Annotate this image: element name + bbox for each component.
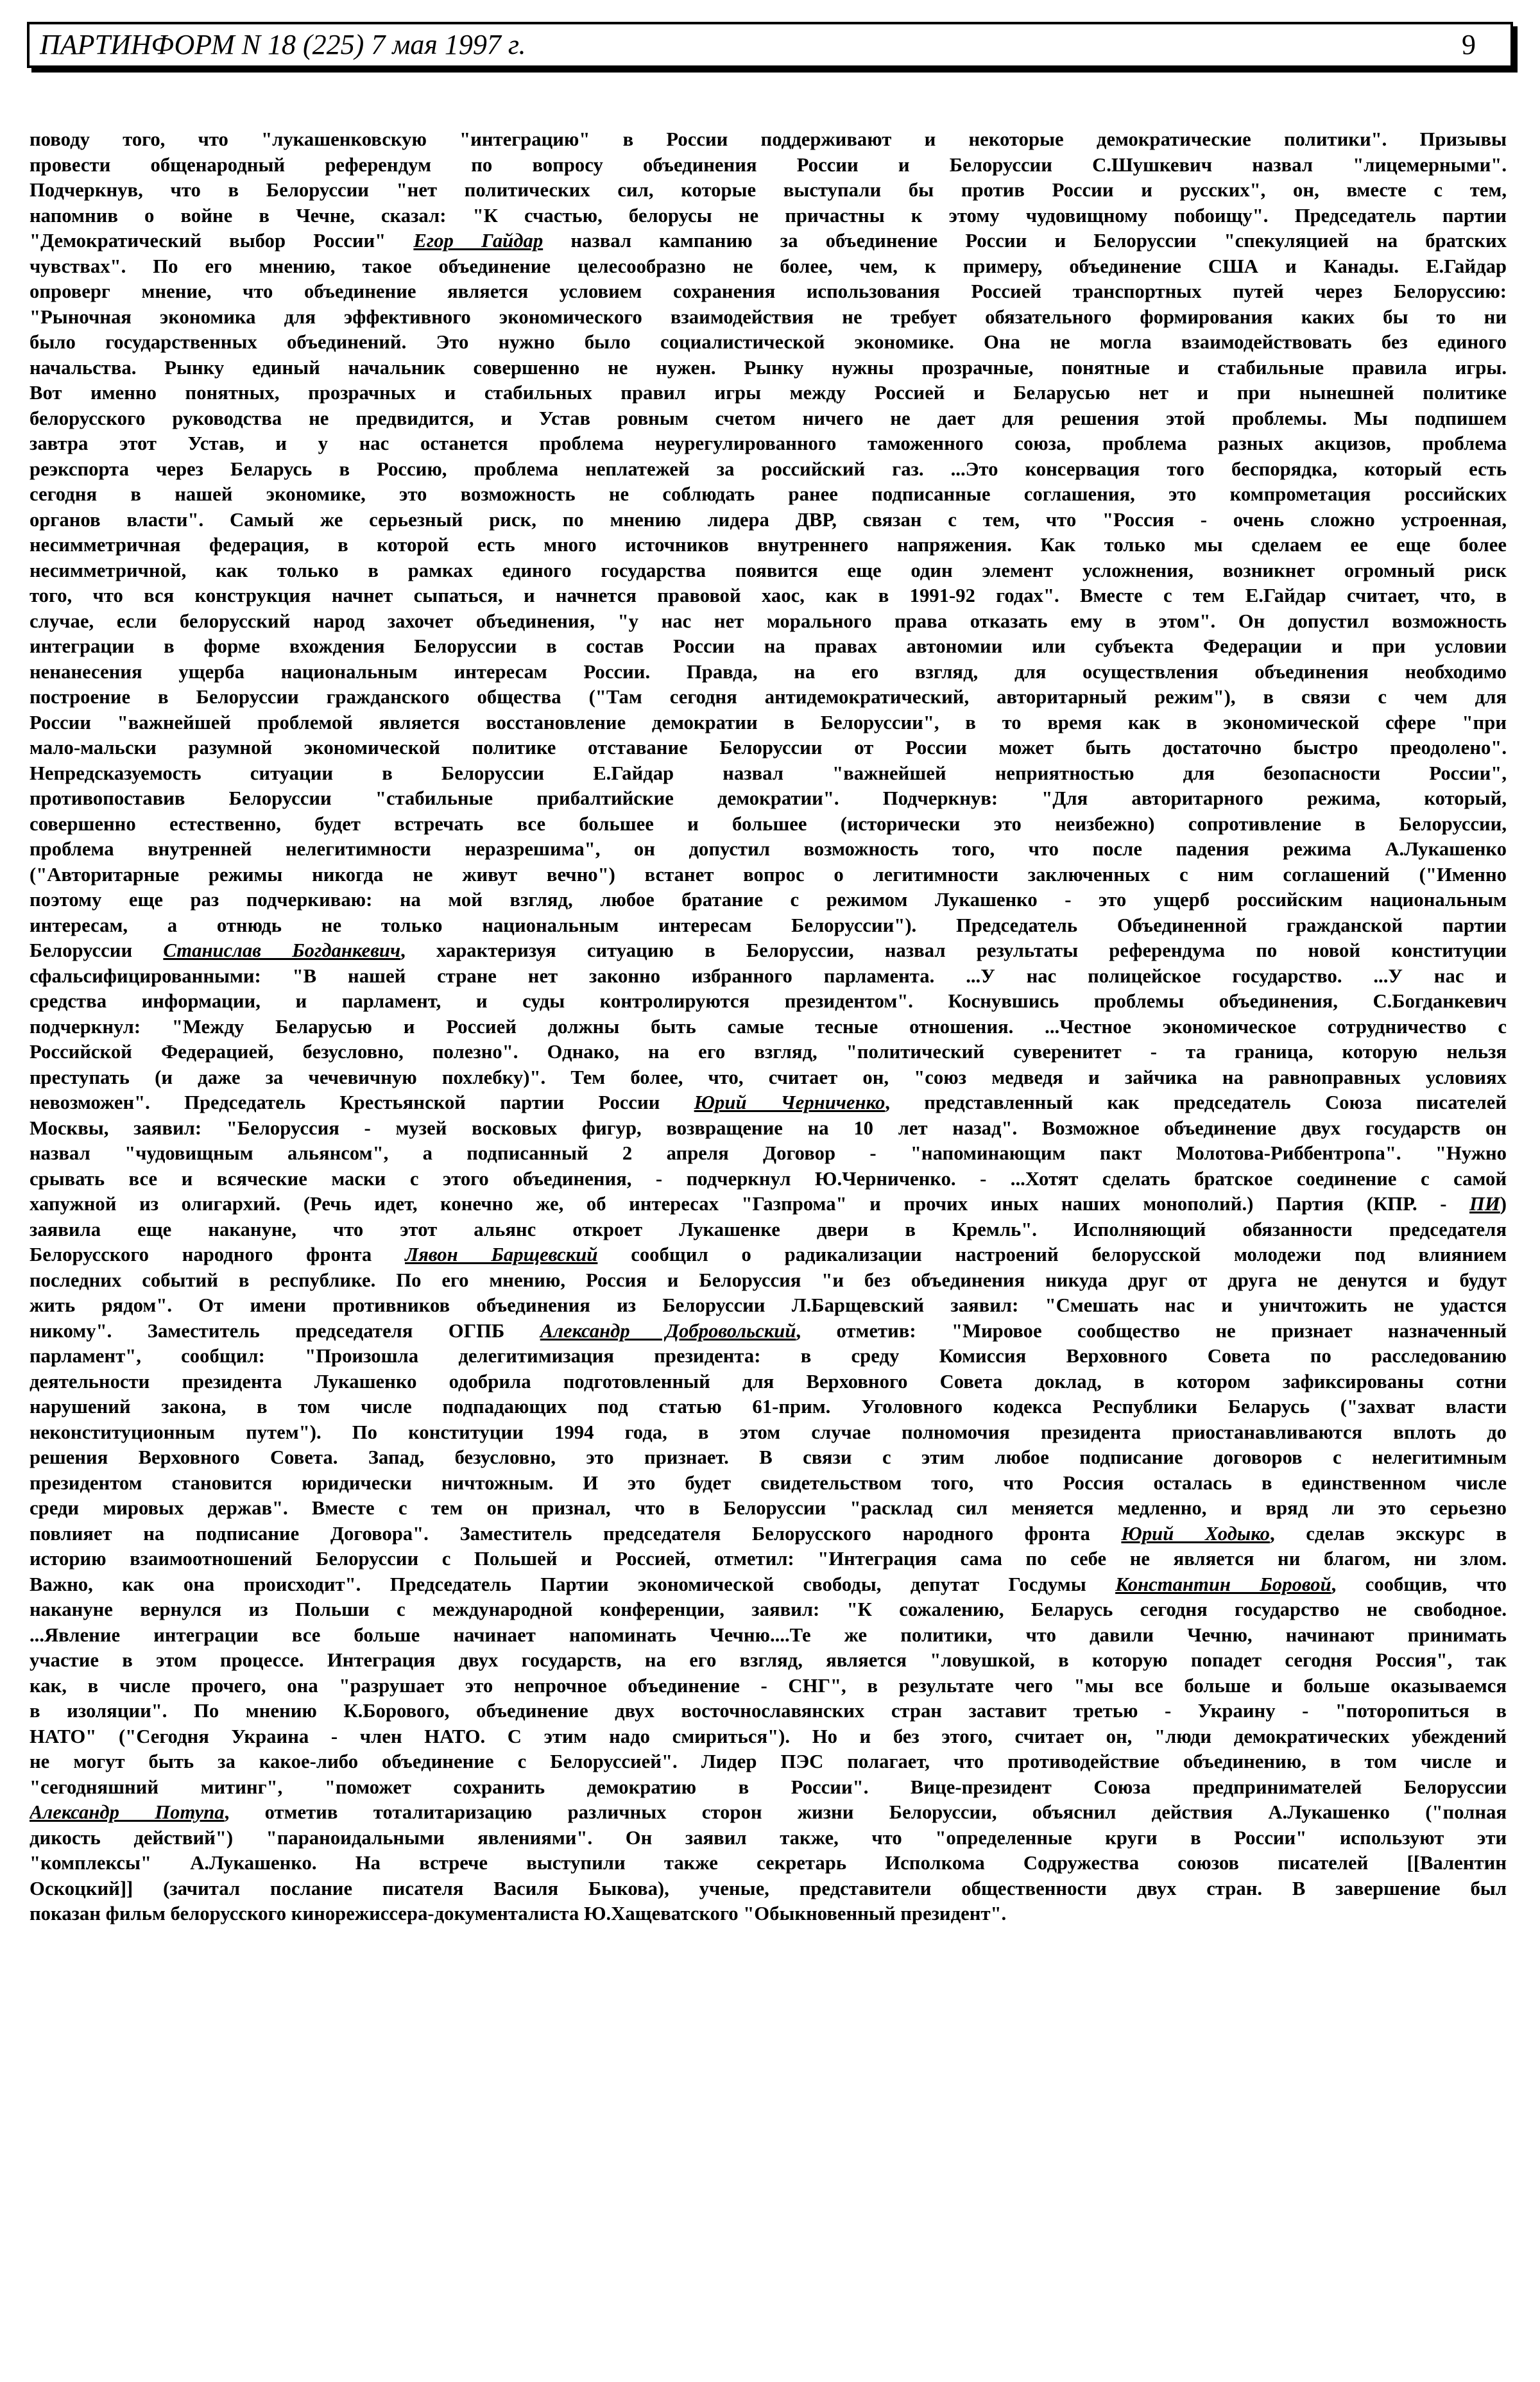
- text-line: Подчеркнув, что в Белоруссии "нет политических сил, которые выступали бы против России и русских", он, вместе с тем,: [30, 179, 1507, 201]
- text-line: совершенно естественно, будет встречать все большее и большее (исторически это неизбежно) сопротивление в Белоруссии,: [30, 812, 1507, 835]
- text-line: "сегодняшний митинг", "поможет сохранить демократию в России". Вице-президент Союза предпринимателей Белоруссии: [30, 1776, 1507, 1798]
- person-name: ПИ: [1469, 1193, 1500, 1215]
- text-line: сегодня в нашей экономике, это возможность не соблюдать ранее подписанные соглашения, это компрометация российских: [30, 483, 1507, 505]
- text-line: Важно, как она происходит". Председатель Партии экономической свободы, депутат Госдумы Константин Боровой, сообщив, что: [30, 1573, 1507, 1595]
- text-line: случае, если белорусский народ захочет объединения, "у нас нет морального права отказать ему в этом". Он допустил возможность: [30, 610, 1507, 632]
- text-line: дикость действий") "параноидальными явлениями". Он заявил также, что "определенные круги в России" используют эти: [30, 1826, 1507, 1849]
- text-line: несимметричной, как только в рамках единого государства появится еще один элемент усложнения, возникнет огромный риск: [30, 559, 1507, 581]
- text-line: заявила еще накануне, что этот альянс откроет Лукашенке двери в Кремль". Исполняющий обязанности председателя: [30, 1218, 1507, 1240]
- text-line: проблема внутренней нелегитимности неразрешима", он допустил возможность того, что после падения режима А.Лукашенко: [30, 838, 1507, 860]
- text-line: завтра этот Устав, и у нас останется проблема неурегулированного таможенного союза, проблема разных акцизов, проблема: [30, 433, 1507, 454]
- text-line: Оскоцкий]] (зачитал послание писателя Василя Быкова), ученые, представители общественности двух стран. В завершение был: [30, 1877, 1507, 1899]
- page-number: 9: [1462, 29, 1476, 60]
- text-line: участие в этом процессе. Интеграция двух государств, на его взгляд, является "ловушкой, в которую попадет сегодня Россия", так: [30, 1649, 1507, 1671]
- publication-title: ПАРТИНФОРМ N 18 (225) 7 мая 1997 г.: [40, 29, 526, 60]
- text-line: никому". Заместитель председателя ОГПБ Александр Добровольский, отметив: "Мировое сообщество не признает назначенный: [30, 1319, 1507, 1342]
- text-line: начальства. Рынку единый начальник совершенно не нужен. Рынку нужны прозрачные, понятные и стабильные правила игры.: [30, 356, 1507, 379]
- text-line: ("Авторитарные режимы никогда не живут вечно") встанет вопрос о легитимности заключенных с ним соглашений ("Именно: [30, 863, 1507, 886]
- text-line: накануне вернулся из Польши с международной конференции, заявил: "К сожалению, Беларусь сегодня государство не свободное.: [30, 1598, 1507, 1620]
- text-line: деятельности президента Лукашенко одобрила подготовленный для Верховного Совета доклад, в котором зафиксированы сотни: [30, 1370, 1507, 1392]
- text-line: Российской Федерацией, безусловно, полезно". Однако, на его взгляд, "политический суверенитет - та граница, которую нельзя: [30, 1041, 1507, 1063]
- text-line: интеграции в форме вхождения Белоруссии в состав России на правах автономии или субъекта Федерации и при условии: [30, 635, 1507, 657]
- text-line: среди мировых держав". Вместе с тем он признал, что в Белоруссии "расклад сил меняется медленно, и вряд ли это серьезно: [30, 1497, 1507, 1519]
- person-name: Егор Гайдар: [413, 230, 543, 252]
- article-body: [30, 127, 1507, 1927]
- text-line: опроверг мнение, что объединение является условием сохранения использования Россией транспортных путей через Белоруссию:: [30, 280, 1507, 302]
- text-line: "Демократический выбор России" Егор Гайдар назвал кампанию за объединение России и Белоруссии "спекуляцией на братских: [30, 230, 1507, 252]
- person-name: Юрий Черниченко: [694, 1092, 886, 1113]
- text-line: последних событий в республике. По его мнению, Россия и Белоруссия "и без объединения никуда друг от друга не денутся и будут: [30, 1269, 1507, 1291]
- text-line: поводу того, что "лукашенковскую "интеграцию" в России поддерживают и некоторые демократические политики". Призывы: [30, 128, 1507, 150]
- text-line: решения Верховного Совета. Запад, безусловно, это признает. В связи с этим любое подписание договоров с нелегитимным: [30, 1446, 1507, 1468]
- text-line: "Рыночная экономика для эффективного экономического взаимодействия не требует обязательного формирования каких бы то ни: [30, 305, 1507, 328]
- text-line: невозможен". Председатель Крестьянской партии России Юрий Черниченко, представленный как председатель Союза писателей: [30, 1092, 1507, 1113]
- person-name: Юрий Ходыко: [1121, 1522, 1270, 1545]
- text-line: мало-мальски разумной экономической политике отставание Белоруссии от России может быть достаточно быстро преодолено".: [30, 737, 1507, 758]
- text-line: несимметричная федерация, в которой есть много источников внутреннего напряжения. Как только мы сделаем ее еще более: [30, 534, 1507, 556]
- person-name: Александр Добровольский: [540, 1319, 796, 1342]
- text-line: в изоляции". По мнению К.Борового, объединение двух восточнославянских стран заставит третью - Украину - "поторопиться в: [30, 1700, 1507, 1722]
- person-name: Константин Боровой: [1115, 1573, 1331, 1595]
- person-name: Александр Потупа: [30, 1801, 225, 1823]
- text-line: неконституционным путем"). По конституции 1994 года, в этом случае полномочия президента приостанавливаются вплоть до: [30, 1421, 1507, 1443]
- text-line: историю взаимоотношений Белоруссии с Польшей и Россией, отметил: "Интеграция сама по себе не является ни благом, ни злом.: [30, 1548, 1507, 1570]
- text-line: НАТО" ("Сегодня Украина - член НАТО. С этим надо смириться"). Но и без этого, считает он, "люди демократических убеждений: [30, 1725, 1507, 1747]
- text-line: напомнив о войне в Чечне, сказал: "К счастью, белорусы не причастны к этому чудовищному побоищу". Председатель партии: [30, 204, 1507, 227]
- text-line: органов власти". Самый же серьезный риск, по мнению лидера ДВР, связан с тем, что "Россия - очень сложно устроенная,: [30, 508, 1507, 531]
- text-line: подчеркнул: "Между Беларусью и Россией должны быть самые тесные отношения. ...Честное экономическое сотрудничество с: [30, 1015, 1507, 1038]
- text-line: противопоставив Белоруссии "стабильные прибалтийские демократии". Подчеркнув: "Для авторитарного режима, который,: [30, 787, 1507, 809]
- text-line: "комплексы" А.Лукашенко. На встрече выступили также секретарь Исполкома Содружества союзов писателей [[Валентин: [30, 1852, 1507, 1874]
- text-line: поэтому еще раз подчеркиваю: на мой взгляд, любое братание с режимом Лукашенко - это ущерб российским национальным: [30, 889, 1507, 911]
- text-line: срывать все и всяческие маски с этого объединения, - подчеркнул Ю.Черниченко. - ...Хотят сделать братское соединение с самой: [30, 1167, 1507, 1190]
- text-line: ...Явление интеграции все больше начинает напоминать Чечню....Те же политики, что давили Чечню, начинают принимать: [30, 1624, 1507, 1646]
- text-line: хапужной из олигархий. (Речь идет, конечно же, об интересах "Газпрома" и прочих иных наших монополий.) Партия (КПР. - ПИ): [30, 1193, 1507, 1215]
- page-header: [27, 22, 1513, 68]
- text-line: провести общенародный референдум по вопросу объединения России и Белоруссии С.Шушкевич назвал "лицемерными".: [30, 153, 1507, 176]
- text-line: повлияет на подписание Договора". Заместитель председателя Белорусского народного фронта Юрий Ходыко, сделав экскурс в: [30, 1522, 1507, 1545]
- text-line: не могут быть за какое-либо объединение с Белоруссией". Лидер ПЭС полагает, что противодействие объединению, в том числе и: [30, 1751, 1507, 1772]
- text-line: сфальсифицированными: "В нашей стране нет законно избранного парламента. ...У нас полицейское государство. ...У нас и: [30, 964, 1507, 987]
- text-line: назвал "чудовищным альянсом", а подписанный 2 апреля Договор - "напоминающим пакт Молотова-Риббентропа". "Нужно: [30, 1142, 1507, 1164]
- text-line: жить рядом". От имени противников объединения из Белоруссии Л.Барщевский заявил: "Смешать нас и уничтожить не удастся: [30, 1294, 1507, 1316]
- text-line: нарушений закона, в том числе подпадающих под статью 61-прим. Уголовного кодекса Республики Беларусь ("захват власти: [30, 1396, 1507, 1418]
- text-line: ненанесения ущерба национальным интересам России. Правда, на его взгляд, для осуществления объединения необходимо: [30, 660, 1507, 683]
- text-line: России "важнейшей проблемой является восстановление демократии в Белоруссии", в то время как в экономической сфере "при: [30, 711, 1507, 733]
- text-line: Александр Потупа, отметив тоталитаризацию различных сторон жизни Белоруссии, объяснил действия А.Лукашенко ("полная: [30, 1801, 1507, 1823]
- text-line: было государственных объединений. Это нужно было социалистической экономике. Она не могла взаимодействовать без единого: [30, 331, 1507, 353]
- text-line: интересам, а отнюдь не только национальным интересам Белоруссии"). Председатель Объединенной гражданской партии: [30, 914, 1507, 936]
- text-line: построение в Белоруссии гражданского общества ("Там сегодня антидемократический, авторитарный режим"), в связи с чем для: [30, 686, 1507, 708]
- person-name: Станислав Богданкевич: [163, 939, 401, 961]
- text-line: президентом становится юридически ничтожным. И это будет свидетельством того, что Россия осталась в единственном числе: [30, 1471, 1507, 1494]
- text-line: Вот именно понятных, прозрачных и стабильных правил игры между Россией и Беларусью нет и при нынешней политике: [30, 382, 1507, 404]
- text-line: Белоруссии Станислав Богданкевич, характеризуя ситуацию в Белоруссии, назвал результаты референдума по новой конституции: [30, 939, 1507, 961]
- text-line: Белорусского народного фронта Лявон Барщевский сообщил о радикализации настроений белорусской молодежи под влиянием: [30, 1244, 1507, 1265]
- text-line: парламент", сообщил: "Произошла делегитимизация президента: в среду Комиссия Верховного Совета по расследованию: [30, 1345, 1507, 1367]
- text-line: как, в числе прочего, она "разрушает это непрочное объединение - СНГ", в результате чего "мы все больше и больше оказываемся: [30, 1674, 1507, 1697]
- person-name: Лявон Барщевский: [405, 1244, 598, 1265]
- text-line: реэкспорта через Беларусь в Россию, проблема неплатежей за российский газ. ...Это консервация того беспорядка, который есть: [30, 458, 1507, 480]
- text-line: того, что вся конструкция начнет сыпаться, и начнется правовой хаос, как в 1991-92 годах". Вместе с тем Е.Гайдар считает, что, в: [30, 585, 1507, 606]
- text-line: чувствах". По его мнению, такое объединение целесообразно не более, чем, к примеру, объединение США и Канады. Е.Гайдар: [30, 255, 1507, 277]
- text-line: преступать (и даже за чечевичную похлебку)". Тем более, что, считает он, "союз медведя и зайчика на равноправных условиях: [30, 1066, 1507, 1088]
- text-line: Москвы, заявил: "Белоруссия - музей восковых фигур, возвращение на 10 лет назад". Возможное объединение двух государств он: [30, 1117, 1507, 1139]
- text-line: показан фильм белорусского кинорежиссера-документалиста Ю.Хащеватского "Обыкновенный президент".: [30, 1903, 1007, 1924]
- text-line: Непредсказуемость ситуации в Белоруссии Е.Гайдар назвал "важнейшей неприятностью для безопасности России",: [30, 762, 1507, 784]
- text-line: белорусского руководства не предвидится, и Устав ровным счетом ничего не дает для решения этой проблемы. Мы подпишем: [30, 407, 1507, 429]
- text-line: средства информации, и парламент, и суды контролируются президентом". Коснувшись проблемы объединения, С.Богданкевич: [30, 990, 1507, 1012]
